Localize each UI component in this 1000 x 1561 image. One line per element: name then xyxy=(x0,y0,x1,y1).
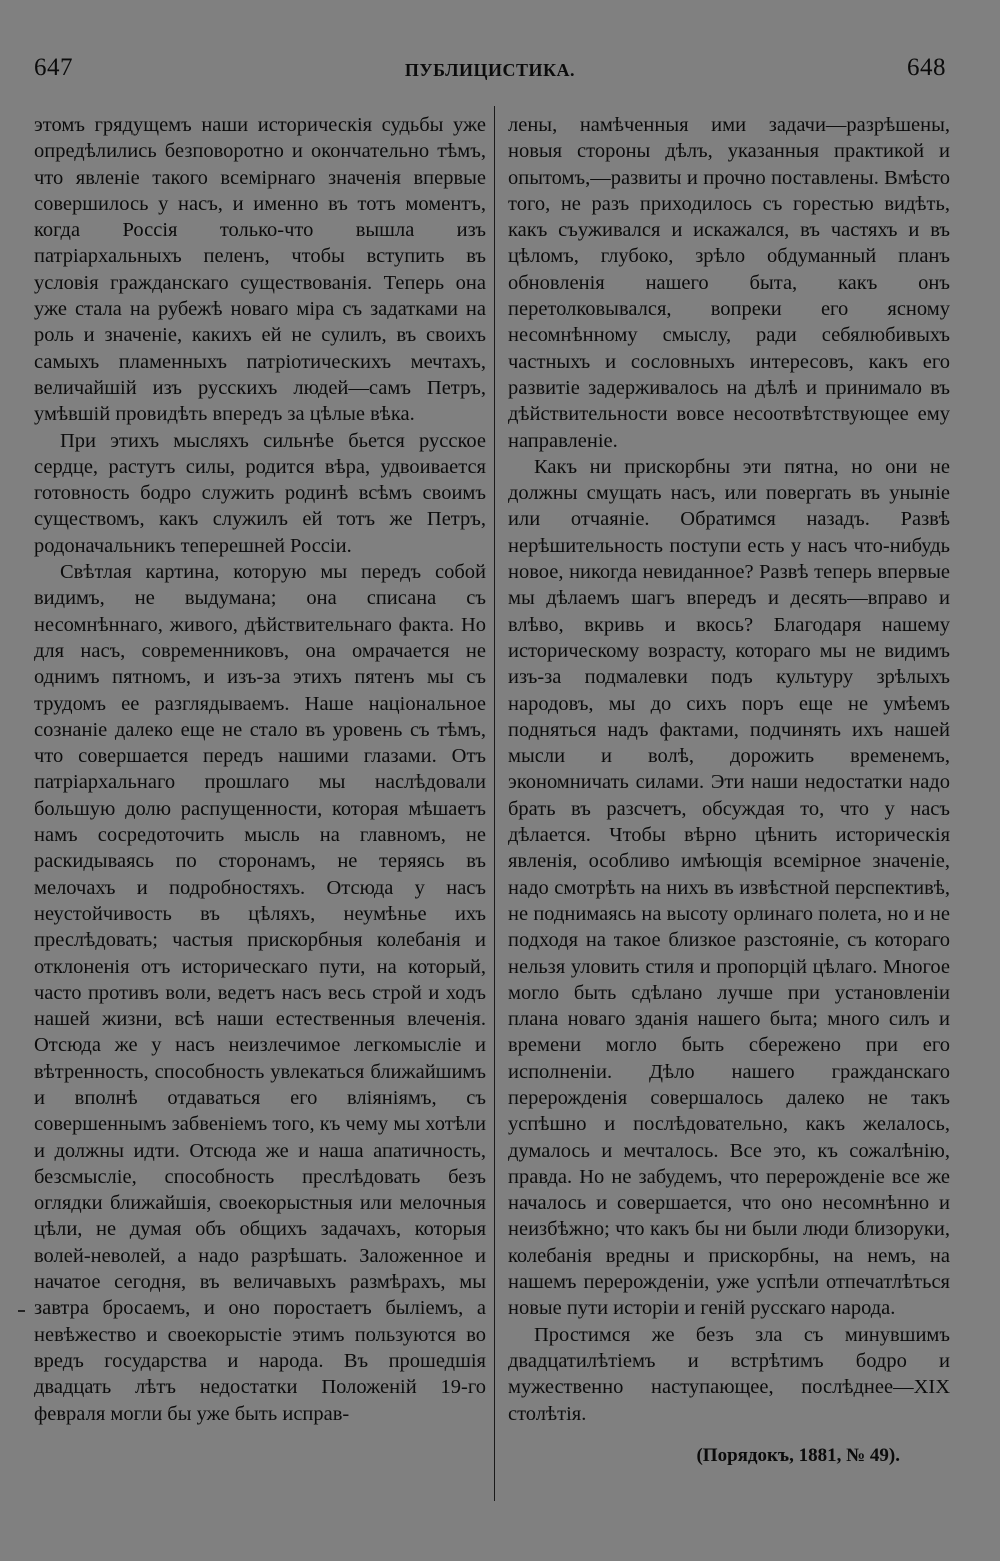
paragraph: Простимся же безъ зла съ минувшимъ двадцатилѣтіемъ и встрѣтимъ бодро и мужественно наступающее, послѣднее—XIX столѣтія. xyxy=(508,1323,950,1425)
paragraph: этомъ грядущемъ наши историческія судьбы уже опредѣлились безповоротно и окончательно тѣмъ, что явленіе такого всемірнаго значенія впервые совершилось у насъ, и именно въ тотъ моментъ, когда Россія только-что вышла изъ патріархальныхъ пеленъ, чтобы вступить въ условія гражданскаго существованія. Теперь она уже стала на рубежѣ новаго міра съ задатками на роль и значеніе, какихъ ей не сулилъ, въ своихъ самыхъ пламенныхъ патріотическихъ мечтахъ, величайшій изъ русскихъ людей—самъ Петръ, умѣвшій провидѣть впередъ за цѣлые вѣка. xyxy=(34,114,486,426)
right-column xyxy=(508,112,950,1469)
paragraph: Свѣтлая картина, которую мы передъ собой видимъ, не выдумана; она списана съ несомнѣннаго, живого, дѣйствительнаго факта. Но для насъ, современниковъ, она омрачается не однимъ пятномъ, и изъ-за этихъ пятенъ мы съ трудомъ ее разглядываемъ. Наше національное сознаніе далеко еще не стало въ уровень съ тѣмъ, что совершается передъ нашими глазами. Отъ патріархальнаго прошлаго мы наслѣдовали большую долю распущенности, которая мѣшаетъ намъ сосредоточить мысль на главномъ, не раскидываясь по сторонамъ, не теряясь въ мелочахъ и подробностяхъ. Отсюда у насъ неустойчивость въ цѣляхъ, неумѣнье ихъ преслѣдовать; частыя прискорбныя колебанія и отклоненія отъ историческаго пути, на который, часто противъ воли, ведетъ насъ весь строй и ходъ нашей жизни, всѣ наши естественныя влеченія. Отсюда же у насъ неизлечимое легкомысліе и вѣтренность, способность увлекаться ближайшимъ и вполнѣ отдаваться его вліяніямъ, съ совершеннымъ забвеніемъ того, къ чему мы хотѣли и должны идти. Отсюда же и наша апатичность, безсмысліе, способность преслѣдовать безъ оглядки ближайшія, своекорыстныя или мелочныя цѣли, не думая объ общихъ задачахъ, которыя волей-неволей, а надо разрѣшать. Заложенное и начатое сегодня, въ величавыхъ размѣрахъ, мы завтра бросаемъ, и оно поростаетъ быліемъ, а невѣжество и своекорыстіе этимъ пользуются во вредъ государства и народа. Въ прошедшія двадцать лѣтъ недостатки Положеній 19-го февраля могли бы уже быть исправ- xyxy=(34,561,486,1425)
paragraph: При этихъ мысляхъ сильнѣе бьется русское сердце, растутъ силы, родится вѣра, удвоивается готовность бодро служить родинѣ всѣмъ своимъ существомъ, какъ служилъ ей тотъ же Петръ, родоначальникъ теперешней Россіи. xyxy=(34,429,486,557)
column-divider xyxy=(494,106,495,1501)
running-title: ПУБЛИЦИСТИКА. xyxy=(404,60,576,80)
margin-mark xyxy=(18,1310,25,1312)
page-number-right: 648 xyxy=(907,54,946,81)
left-column xyxy=(34,112,486,1427)
paragraph: лены, намѣченныя ими задачи—разрѣшены, новыя стороны дѣлъ, указанныя практикой и опытомъ,—развиты и прочно поставлены. Вмѣсто того, не разъ приходилось съ горестью видѣть, какъ съуживался и искажался, въ частяхъ и въ цѣломъ, глубоко, зрѣло обдуманный планъ обновленія нашего быта, какъ онъ перетолковывался, вопреки его ясному несомнѣнному смыслу, ради себялюбивыхъ частныхъ и сословныхъ интересовъ, какъ его развитіе задерживалось на дѣлѣ и принимало въ дѣйствительности вовсе несоотвѣтствующее ему направленіе. xyxy=(508,114,950,452)
page-number-left: 647 xyxy=(34,54,73,81)
page-header xyxy=(34,54,946,90)
source-citation: (Порядокъ, 1881, № 49). xyxy=(696,1444,900,1466)
paragraph: Какъ ни прискорбны эти пятна, но они не должны смущать насъ, или повергать въ уныніе или отчаяніе. Обратимся назадъ. Развѣ нерѣшительность поступи есть у насъ что-нибудь новое, никогда невиданное? Развѣ теперь впервые мы дѣлаемъ шагъ впередъ и десять—вправо и влѣво, вкривь и вкось? Благодаря нашему историческому возрасту, котораго мы не видимъ изъ-за подмалевки подъ культуру зрѣлыхъ народовъ, мы до сихъ поръ еще не умѣемъ подняться надъ фактами, подчинять ихъ нашей мысли и волѣ, дорожить временемъ, экономничать силами. Эти наши недостатки надо брать въ разсчетъ, обсуждая то, что у насъ дѣлается. Чтобы вѣрно цѣнить историческія явленія, особливо имѣющія всемірное значеніе, надо смотрѣть на нихъ въ извѣстной перспективѣ, не поднимаясь на высоту орлинаго полета, но и не подходя на такое близкое разстояніе, съ котораго нельзя уловить стиля и пропорцій цѣлаго. Многое могло быть сдѣлано лучше при установленіи плана новаго зданія нашего быта; много силъ и времени могло быть сбережено при его исполненіи. Дѣло нашего гражданскаго перерожденія совершалось далеко не такъ успѣшно и послѣдовательно, какъ желалось, думалось и мечталось. Все это, къ сожалѣнію, правда. Но не забудемъ, что перерожденіе все же началось и совершается, что оно несомнѣнно и неизбѣжно; что какъ бы ни были люди близоруки, колебанія вредны и прискорбны, на немъ, на нашемъ перерожденіи, уже успѣли отпечатлѣться новые пути исторіи и геній русскаго народа. xyxy=(508,455,950,1320)
